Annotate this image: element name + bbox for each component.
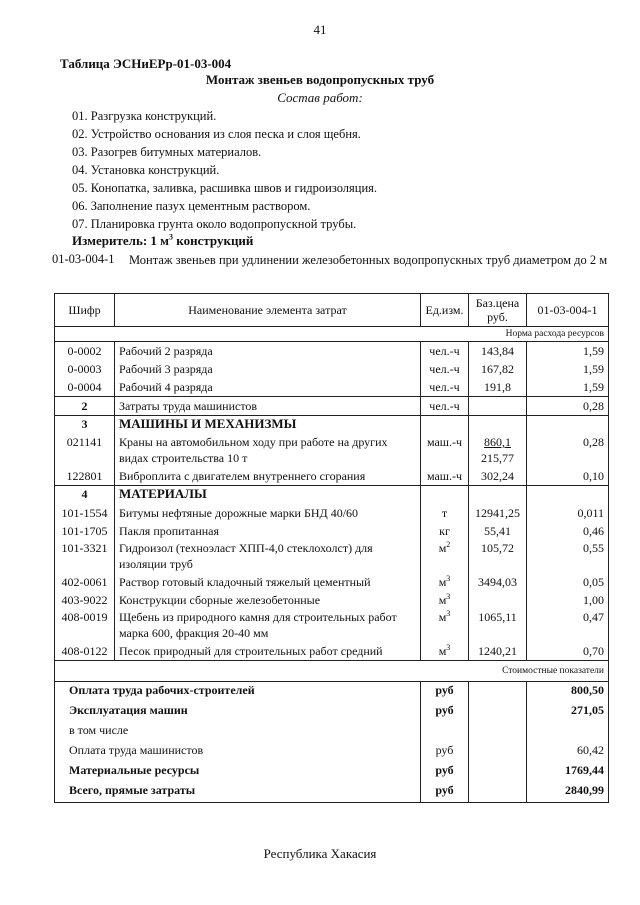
table-row: [55, 342, 609, 361]
row-code: 0-0002: [55, 342, 115, 361]
row-unit-cell: [421, 540, 469, 573]
page-number: 41: [313, 22, 327, 37]
row-code: 2: [55, 397, 115, 416]
work-item: 07. Планировка грунта около водопропускной трубы.: [72, 217, 357, 231]
table-title: Таблица ЭСНиЕРр-01-03-004: [60, 56, 232, 71]
total-value: 60,42: [527, 742, 609, 762]
total-value: 2840,99: [527, 782, 609, 803]
header-name: Наименование элемента затрат: [115, 294, 421, 327]
row-price: 167,82: [469, 360, 527, 378]
row-unit-sup: 3: [446, 574, 451, 583]
row-name: Раствор готовый кладочный тяжелый цементный: [115, 573, 421, 591]
work-item: 01. Разгрузка конструкций.: [72, 109, 217, 123]
row-name: Рабочий 3 разряда: [115, 360, 421, 378]
table-row: [55, 642, 609, 661]
row-value: 1,59: [527, 342, 609, 361]
row-name: Пакля пропитанная: [115, 522, 421, 540]
table-row: [55, 397, 609, 416]
row-code: 101-1705: [55, 522, 115, 540]
works-list: [72, 107, 377, 233]
row-name: Битумы нефтяные дорожные марки БНД 40/60: [115, 504, 421, 522]
row-name: Щебень из природного камня для строительных работ марка 600, фракция 20-40 мм: [115, 609, 421, 642]
header-code: Шифр: [55, 294, 115, 327]
row-name: Затраты труда машинистов: [115, 397, 421, 416]
works-subheading: Состав работ:: [277, 90, 363, 105]
row-value: 0,011: [527, 504, 609, 522]
row-code: 101-1554: [55, 504, 115, 522]
table-row: [55, 573, 609, 591]
measurement-unit: [72, 233, 253, 249]
table-row: [55, 591, 609, 609]
cost-note-row: [55, 661, 609, 682]
measure-prefix: Измеритель: 1 м: [72, 233, 170, 248]
total-row: [55, 742, 609, 762]
row-value: 1,00: [527, 591, 609, 609]
row-code: 403-9022: [55, 591, 115, 609]
row-price-cell: [469, 434, 527, 467]
row-code: 101-3321: [55, 540, 115, 573]
row-price: 55,41: [469, 522, 527, 540]
row-unit-cell: [421, 504, 469, 522]
total-name: Оплата труда рабочих-строителей: [55, 682, 421, 703]
row-name: Рабочий 2 разряда: [115, 342, 421, 361]
work-item: 04. Установка конструкций.: [72, 163, 220, 177]
row-unit: м: [438, 541, 447, 555]
total-value: 800,50: [527, 682, 609, 703]
norm-note-row: [55, 327, 609, 342]
total-name: Оплата труда машинистов: [55, 742, 421, 762]
row-unit-sup: 3: [446, 592, 451, 601]
row-unit: чел.-ч: [421, 397, 469, 416]
row-unit-sup: 2: [446, 540, 451, 549]
row-value: 0,05: [527, 573, 609, 591]
section-code: 4: [55, 486, 115, 505]
total-name: Эксплуатация машин: [55, 702, 421, 722]
row-unit: маш.-ч: [421, 467, 469, 486]
row-unit-cell: [421, 522, 469, 540]
row-code: 402-0061: [55, 573, 115, 591]
row-price-2: 215,77: [481, 451, 514, 465]
table-row: [55, 378, 609, 397]
row-price: 1065,11: [469, 609, 527, 642]
total-unit: руб: [421, 742, 469, 762]
row-unit: м: [438, 575, 447, 589]
total-unit: [421, 722, 469, 742]
row-unit: м: [438, 610, 447, 624]
row-price: [469, 397, 527, 416]
row-name: Гидроизол (техноэласт ХПП-4,0 стеклохолст) для изоляции труб: [115, 540, 421, 573]
row-unit-sup: 3: [446, 643, 451, 652]
total-value: 271,05: [527, 702, 609, 722]
total-unit: руб: [421, 762, 469, 782]
header-value: 01-03-004-1: [527, 294, 609, 327]
row-price: 143,84: [469, 342, 527, 361]
measure-suffix: конструкций: [173, 233, 254, 248]
section-row-machines: [55, 416, 609, 435]
row-unit-cell: [421, 573, 469, 591]
row-value: 0,47: [527, 609, 609, 642]
total-unit: руб: [421, 702, 469, 722]
table-row: [55, 504, 609, 522]
row-value: 0,46: [527, 522, 609, 540]
total-row: [55, 702, 609, 722]
row-value: 0,28: [527, 434, 609, 467]
footer-region: Республика Хакасия: [263, 846, 377, 861]
row-unit: чел.-ч: [421, 378, 469, 397]
row-code: 408-0019: [55, 609, 115, 642]
work-item: 05. Конопатка, заливка, расшивка швов и гидроизоляция.: [72, 181, 378, 195]
row-value: 1,59: [527, 360, 609, 378]
row-value: 1,59: [527, 378, 609, 397]
section-title: МАШИНЫ И МЕХАНИЗМЫ: [115, 416, 421, 435]
table-row: [55, 540, 609, 573]
row-value: 0,10: [527, 467, 609, 486]
measure-sup: 3: [169, 232, 174, 242]
total-unit: руб: [421, 682, 469, 703]
row-unit: м: [438, 593, 447, 607]
total-row: [55, 762, 609, 782]
item-code: 01-03-004-1: [52, 252, 115, 266]
row-unit: маш.-ч: [421, 434, 469, 467]
header-unit: Ед.изм.: [421, 294, 469, 327]
work-item: 03. Разогрев битумных материалов.: [72, 145, 262, 159]
row-unit: кг: [439, 524, 450, 538]
work-item: 02. Устройство основания из слоя песка и слоя щебня.: [72, 127, 361, 141]
row-unit: чел.-ч: [421, 360, 469, 378]
row-unit: м: [438, 644, 447, 658]
row-code: 408-0122: [55, 642, 115, 661]
table-header-row: [55, 294, 609, 327]
total-value: 1769,44: [527, 762, 609, 782]
row-name: Песок природный для строительных работ средний: [115, 642, 421, 661]
row-value: 0,28: [527, 397, 609, 416]
row-price: 3494,03: [469, 573, 527, 591]
section-heading: Монтаж звеньев водопропускных труб: [205, 72, 435, 87]
table-row: [55, 434, 609, 467]
row-name: Виброплита с двигателем внутреннего сгорания: [115, 467, 421, 486]
table-row: [55, 522, 609, 540]
cost-note: Стоимостные показатели: [55, 661, 609, 682]
row-value: 0,55: [527, 540, 609, 573]
row-unit-sup: 3: [446, 609, 451, 618]
row-name: Рабочий 4 разряда: [115, 378, 421, 397]
total-value: [527, 722, 609, 742]
row-price: 302,24: [469, 467, 527, 486]
row-price: 860,1: [484, 435, 511, 449]
row-code: 021141: [55, 434, 115, 467]
section-code: 3: [55, 416, 115, 435]
section-row-materials: [55, 486, 609, 505]
row-name: Конструкции сборные железобетонные: [115, 591, 421, 609]
total-unit: руб: [421, 782, 469, 803]
row-code: 122801: [55, 467, 115, 486]
row-unit-cell: [421, 642, 469, 661]
row-value: 0,70: [527, 642, 609, 661]
section-title: МАТЕРИАЛЫ: [115, 486, 421, 505]
header-price: Баз.цена руб.: [469, 294, 527, 327]
item-description: Монтаж звеньев при удлинении железобетонных водопропускных труб диаметром до 2 м: [129, 253, 608, 267]
row-price: 12941,25: [469, 504, 527, 522]
total-name: Материальные ресурсы: [55, 762, 421, 782]
total-row: [55, 722, 609, 742]
row-code: 0-0004: [55, 378, 115, 397]
table-row: [55, 609, 609, 642]
work-item: 06. Заполнение пазух цементным раствором.: [72, 199, 311, 213]
table-row: [55, 360, 609, 378]
norm-note: Норма расхода ресурсов: [55, 327, 609, 342]
row-name: Краны на автомобильном ходу при работе на других видах строительства 10 т: [115, 434, 421, 467]
total-row: [55, 682, 609, 703]
row-unit-cell: [421, 609, 469, 642]
row-price: 191,8: [469, 378, 527, 397]
total-row: [55, 782, 609, 803]
resources-table: [54, 293, 609, 803]
row-unit: чел.-ч: [421, 342, 469, 361]
row-price: 1240,21: [469, 642, 527, 661]
row-price: 105,72: [469, 540, 527, 573]
row-price: [469, 591, 527, 609]
total-name: Всего, прямые затраты: [55, 782, 421, 803]
table-row: [55, 467, 609, 486]
total-name: в том числе: [55, 722, 421, 742]
row-unit-cell: [421, 591, 469, 609]
row-unit: т: [441, 506, 448, 520]
row-code: 0-0003: [55, 360, 115, 378]
